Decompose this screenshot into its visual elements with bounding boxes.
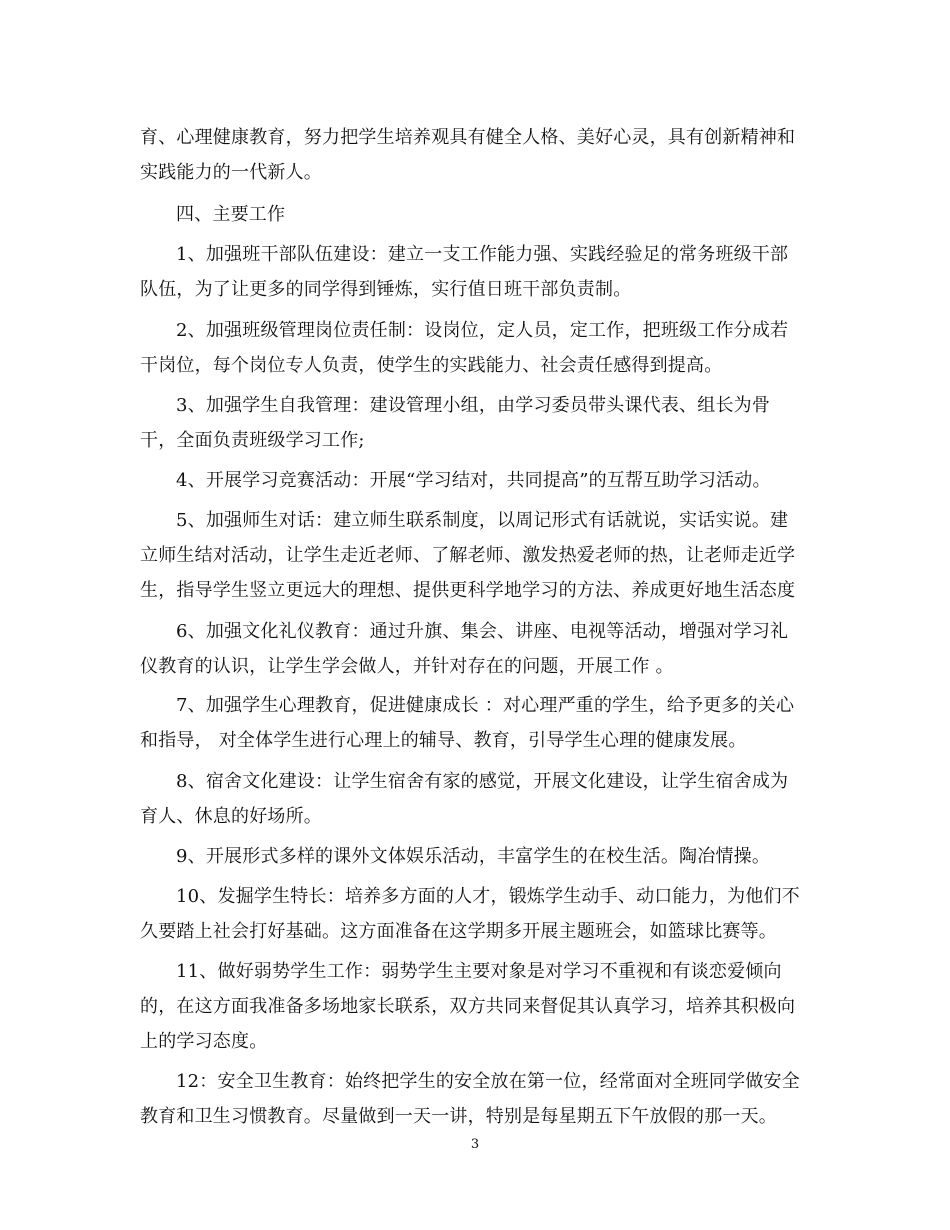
text-line: 1、加强班干部队伍建设：建立一支工作能力强、实践经验足的常务班级干部 (176, 244, 789, 265)
text-line: 的，在这方面我准备多场地家长联系，双方共同来督促其认真学习，培养其积极向 (140, 996, 796, 1017)
text-line: 久要踏上社会打好基础。这方面准备在这学期多开展主题班会，如篮球比赛等。 (140, 921, 777, 942)
text-line: 5、加强师生对话：建立师生联系制度，以周记形式有话就说，实话实说。建 (176, 510, 789, 531)
text-line: 8、宿舍文化建设：让学生宿舍有家的感觉，开展文化建设，让学生宿舍成为 (176, 771, 789, 792)
text-line: 仪教育的认识，让学生学会做人，并针对存在的问题，开展工作 。 (140, 656, 674, 677)
text-line: 12：安全卫生教育：始终把学生的安全放在第一位，经常面对全班同学做安全 (176, 1071, 800, 1092)
text-line: 11、做好弱势学生工作：弱势学生主要对象是对学习不重视和有谈恋爱倾向 (176, 961, 782, 982)
text-line: 育、心理健康教育，努力把学生培养观具有健全人格、美好心灵，具有创新精神和 (140, 127, 796, 148)
text-line: 6、加强文化礼仪教育：通过升旗、集会、讲座、电视等活动，增强对学习礼 (176, 621, 789, 642)
text-line: 干，全面负责班级学习工作; (140, 430, 365, 451)
text-line: 立师生结对活动，让学生走近老师、了解老师、激发热爱老师的热，让老师走近学 (140, 545, 796, 566)
text-line: 实践能力的一代新人。 (140, 162, 322, 183)
text-line: 9、开展形式多样的课外文体娱乐活动，丰富学生的在校生活。陶冶情操。 (176, 846, 771, 867)
text-line: 4、开展学习竞赛活动：开展“学习结对，共同提高”的互帮互助学习活动。 (176, 470, 771, 491)
page-number: 3 (470, 1137, 480, 1152)
text-line: 和指导， 对全体学生进行心理上的辅导、教育，引导学生心理的健康发展。 (140, 730, 747, 751)
section-heading: 四、主要工作 (176, 204, 286, 225)
text-line: 育人、休息的好场所。 (140, 806, 322, 827)
text-line: 10、发掘学生特长：培养多方面的人才，锻炼学生动手、动口能力，为他们不 (176, 886, 800, 907)
text-line: 干岗位，每个岗位专人负责，使学生的实践能力、社会责任感得到提高。 (140, 355, 723, 376)
text-line: 7、加强学生心理教育，促进健康成长 ：对心理严重的学生，给予更多的关心 (176, 695, 795, 716)
text-line: 3、加强学生自我管理：建设管理小组，由学习委员带头课代表、组长为骨 (176, 395, 771, 416)
text-line: 2、加强班级管理岗位责任制：设岗位，定人员，定工作，把班级工作分成若 (176, 320, 789, 341)
text-line: 生，指导学生竖立更远大的理想、提供更科学地学习的方法、养成更好地生活态度 (140, 580, 796, 601)
text-line: 队伍，为了让更多的同学得到锤炼，实行值日班干部负责制。 (140, 279, 632, 300)
text-line: 上的学习态度。 (140, 1031, 268, 1052)
text-line: 教育和卫生习惯教育。尽量做到一天一讲，特别是每星期五下午放假的那一天。 (140, 1106, 777, 1127)
